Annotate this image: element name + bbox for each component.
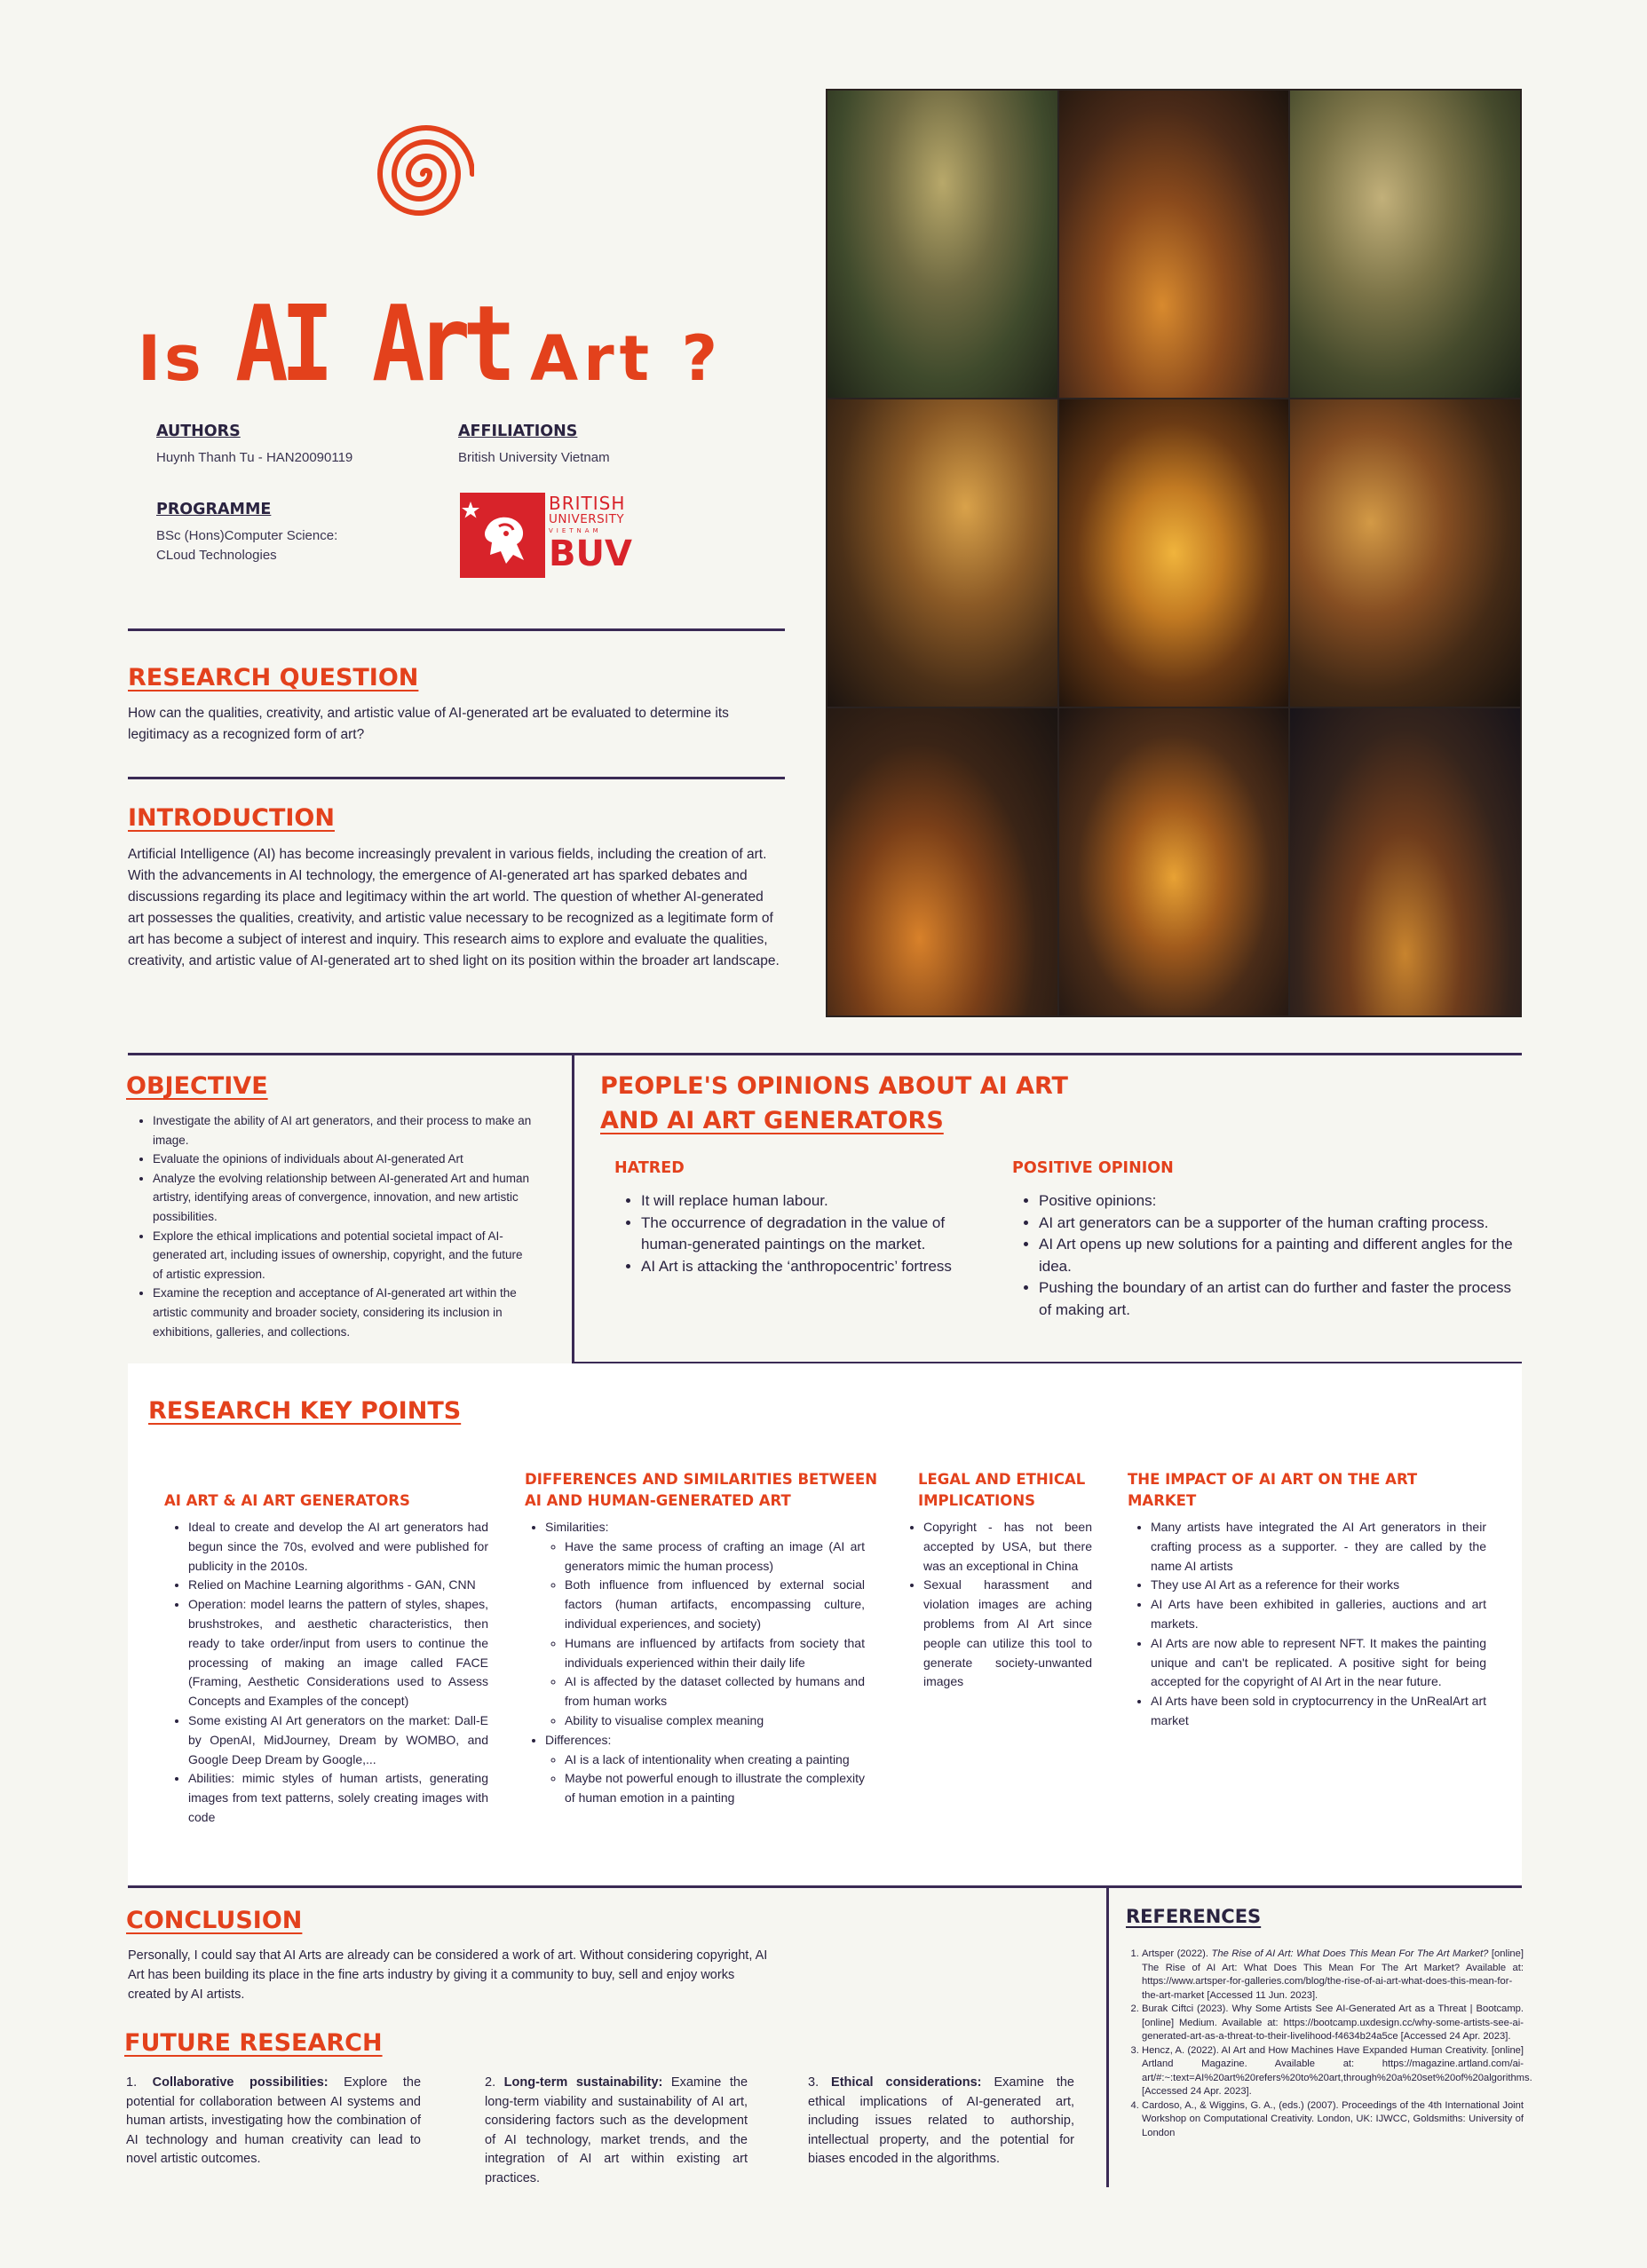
programme-line-2: CLoud Technologies xyxy=(156,548,277,563)
key-col4-title-line-1: THE IMPACT OF AI ART ON THE ART xyxy=(1128,1471,1418,1488)
key-col1-list xyxy=(169,1518,488,1828)
similarities-label: • Similarities: ◦ Have the same process of crafting an image (AI art generators mimic the human process) ◦ Both influence from influenced by external social factors (human artifacts, encompassing culture, individual experiences, and society) ◦ Humans are influenced by artifacts from society that individuals experienced within their daily life ◦ AI is affected by the dataset collected by humans and from human works ◦ Ability to visualise complex meaning xyxy=(545,1518,865,1731)
objective-heading: OBJECTIVE xyxy=(126,1072,268,1100)
buv-emblem xyxy=(460,493,545,578)
key-col3-list xyxy=(911,1518,1092,1692)
programme-line-1: BSc (Hons)Computer Science: xyxy=(156,528,338,543)
positive-item: • AI Art opens up new solutions for a painting and different angles for the idea. xyxy=(1039,1234,1516,1277)
buv-logo-line-2: UNIVERSITY xyxy=(549,512,625,526)
ai-art-image-grid xyxy=(826,89,1522,1017)
opinions-heading-line-2: AND AI ART GENERATORS xyxy=(600,1107,944,1134)
future-item-3: 3. Ethical considerations: Examine the ethical implications of AI-generated art, including issues related to authorship, intellectual property, and the potential for biases encoded in the algorithms. xyxy=(808,2075,1074,2166)
objective-item: • Examine the reception and acceptance of AI-generated art within the artistic community and broader society, considering its inclusion in exhibitions, galleries, and collections. xyxy=(153,1284,533,1341)
introduction-text: Artificial Intelligence (AI) has become increasingly prevalent in various fields, including the creation of art. With the advancements in AI technology, the emergence of AI-generated art has sparked debates and discussions regarding its place and legitimacy within the art world. The question of whether AI-generated art possesses the qualities, creativity, and artistic value necessary to be recognized as a legitimate form of art has become a subject of interest and inquiry. This research aims to explore and evaluate the qualities, creativity, and artistic value of AI-generated art to shed light on its position within the broader art landscape. xyxy=(128,847,780,968)
key-col1-title: AI ART & AI ART GENERATORS xyxy=(164,1492,410,1509)
title-part-art: Art ? xyxy=(529,322,724,395)
buv-logo-abbr: BUV xyxy=(549,533,632,574)
key-col3-title-line-1: LEGAL AND ETHICAL xyxy=(918,1471,1086,1488)
authors-label: AUTHORS xyxy=(156,423,241,440)
positive-opinion-label: POSITIVE OPINION xyxy=(1012,1159,1174,1177)
objective-item: • Analyze the evolving relationship between AI-generated Art and human artistry, identifying areas of convergence, innovation, and new artistic possibilities. xyxy=(153,1169,533,1227)
future-item-1: 1. Collaborative possibilities: Explore the potential for collaboration between AI systems and human artists, investigating how the combination of AI technology and human creativity can lead to novel artistic outcomes. xyxy=(126,2075,422,2166)
divider xyxy=(128,1053,1522,1055)
ai-art-image xyxy=(1059,708,1289,1015)
key-col1-item: • Abilities: mimic styles of human artists, generating images from text patterns, solely creating images with code xyxy=(188,1769,488,1827)
objective-list xyxy=(133,1111,533,1341)
similarity-item: ◦ Ability to visualise complex meaning xyxy=(565,1711,865,1731)
objective-item: • Investigate the ability of AI art generators, and their process to make an image. xyxy=(153,1111,533,1150)
key-points-heading: RESEARCH KEY POINTS xyxy=(148,1397,462,1425)
difference-item: ◦ AI is a lack of intentionality when creating a painting xyxy=(565,1750,865,1770)
ai-art-image xyxy=(1059,91,1289,398)
reference-item: 2. Burak Ciftci (2023). Why Some Artists See AI-Generated Art as a Threat | Bootcamp. [online] Medium. Available at: https://bootcamp.uxdesign.cc/why-some-artists-see-ai-generated-art-as-a-threat-to-their-livelihood-f4634b24a5ce [Accessed 24 Apr. 2023]. xyxy=(1142,2003,1524,2044)
key-col4-item: • They use AI Art as a reference for their works xyxy=(1151,1576,1486,1595)
hatred-item: • The occurrence of degradation in the value of human-generated paintings on the market. xyxy=(641,1213,977,1256)
reference-item: 3. Hencz, A. (2022). AI Art and How Machines Have Expanded Human Creativity. [online] Artland Magazine. Available at: https://magazine.artland.com/ai-art/#:~:text=AI%20art%20refers%20to%20art,through%20a%20set%20of%20algorithms. [Accessed 24 Apr. 2023]. xyxy=(1142,2044,1524,2099)
research-question-heading: RESEARCH QUESTION xyxy=(128,664,419,691)
reference-item: 1. Artsper (2022). The Rise of AI Art: What Does This Mean For The Art Market? [online] The Rise of AI Art: What Does This Mean For The Art Market? Available at: https://www.artsper-for-galleries.com/blog/the-rise-of-ai-art-what-does-this-mean-for-the-art-market [Accessed 11 Jun. 2023]. xyxy=(1142,1948,1524,2003)
similarity-item: ◦ Both influence from influenced by external social factors (human artifacts, encompassing culture, individual experiences, and society) xyxy=(565,1576,865,1633)
differences-label: • Differences: ◦ AI is a lack of intentionality when creating a painting ◦ Maybe not powerful enough to illustrate the complexity of human emotion in a painting xyxy=(545,1731,865,1808)
title-part-ai-art: AI Art xyxy=(234,282,509,405)
divider xyxy=(128,628,785,631)
ai-art-image xyxy=(1290,708,1520,1015)
future-research-heading: FUTURE RESEARCH xyxy=(124,2029,383,2057)
similarity-item: ◦ Humans are influenced by artifacts from society that individuals experienced within their daily life xyxy=(565,1634,865,1673)
spiral-icon xyxy=(371,122,474,225)
ai-art-image xyxy=(1290,91,1520,398)
objective-item: • Evaluate the opinions of individuals about AI-generated Art xyxy=(153,1150,533,1169)
key-col1-item: • Some existing AI Art generators on the market: Dall-E by OpenAI, MidJourney, Dream by WOMBO, and Google Deep Dream by Google,... xyxy=(188,1711,488,1769)
authors-value: Huynh Thanh Tu - HAN20090119 xyxy=(156,450,353,465)
positive-item: • Positive opinions: xyxy=(1039,1190,1516,1213)
future-item-2: 2. Long-term sustainability: Examine the long-term viability and sustainability of AI art, considering factors such as the development of AI technology, market trends, and the integration of AI art within existing art practices. xyxy=(485,2075,748,2185)
affiliations-value: British University Vietnam xyxy=(458,450,610,465)
positive-opinion-list xyxy=(1019,1190,1516,1321)
key-col4-item: • AI Arts are now able to represent NFT. It makes the painting unique and can't be replicated. A positive sight for being accepted for the copyright of AI Art in the near future. xyxy=(1151,1634,1486,1692)
key-col1-item: • Relied on Machine Learning algorithms - GAN, CNN xyxy=(188,1576,488,1595)
buv-logo-line-1: BRITISH xyxy=(549,493,626,514)
divider xyxy=(1106,1885,1109,2187)
buv-logo-line-3: VIETNAM xyxy=(549,527,602,534)
key-col4-item: • AI Arts have been sold in cryptocurrency in the UnRealArt art market xyxy=(1151,1692,1486,1731)
divider xyxy=(128,777,785,779)
key-col4-item: • AI Arts have been exhibited in galleries, auctions and art markets. xyxy=(1151,1595,1486,1634)
references-list xyxy=(1128,1948,1532,2140)
objective-item: • Explore the ethical implications and potential societal impact of AI-generated art, including issues of ownership, copyright, and the future of artistic expression. xyxy=(153,1227,533,1284)
ai-art-image xyxy=(827,91,1057,398)
key-col4-title-line-2: MARKET xyxy=(1128,1492,1197,1509)
difference-item: ◦ Maybe not powerful enough to illustrate the complexity of human emotion in a painting xyxy=(565,1769,865,1808)
hatred-item: • AI Art is attacking the ‘anthropocentric’ fortress xyxy=(641,1256,977,1278)
conclusion-heading: CONCLUSION xyxy=(126,1907,303,1934)
page-title xyxy=(138,282,724,405)
key-col1-item: • Operation: model learns the pattern of styles, shapes, brushstrokes, and aesthetic characteristics, then ready to take order/input from users to continue the processing of making an image called FACE (Framing, Aesthetic Considerations used to Assess Concepts and Examples of the concept) xyxy=(188,1595,488,1711)
ai-art-image xyxy=(1059,399,1289,707)
key-col4-list xyxy=(1131,1518,1486,1731)
positive-item: • Pushing the boundary of an artist can do further and faster the process of making art. xyxy=(1039,1277,1516,1321)
hatred-label: HATRED xyxy=(614,1159,685,1177)
key-col2-title-line-1: DIFFERENCES AND SIMILARITIES BETWEEN xyxy=(525,1471,878,1488)
positive-item: • AI art generators can be a supporter of the human crafting process. xyxy=(1039,1213,1516,1235)
hatred-item: • It will replace human labour. xyxy=(641,1190,977,1213)
key-col3-item: • Copyright - has not been accepted by USA, but there was an exceptional in China xyxy=(923,1518,1092,1576)
hatred-list xyxy=(622,1190,977,1277)
key-col1-item: • Ideal to create and develop the AI art generators had begun since the 70s, evolved and were published for publicity in the 2010s. xyxy=(188,1518,488,1576)
introduction-heading: INTRODUCTION xyxy=(128,804,335,832)
references-heading: REFERENCES xyxy=(1126,1906,1262,1927)
research-question-text: How can the qualities, creativity, and artistic value of AI-generated art be evaluated to determine its legitimacy as a recognized form of art? xyxy=(128,706,729,742)
programme-label: PROGRAMME xyxy=(156,501,272,518)
key-col2-title-line-2: AI AND HUMAN-GENERATED ART xyxy=(525,1492,791,1509)
buv-logo xyxy=(460,493,645,578)
key-col4-item: • Many artists have integrated the AI Art generators in their crafting process as a supporter. - they are called by the name AI artists xyxy=(1151,1518,1486,1576)
ai-art-image xyxy=(1290,399,1520,707)
divider xyxy=(572,1053,574,1363)
key-col3-item: • Sexual harassment and violation images are aching problems from AI Art since people can utilize this tool to generate society-unwanted images xyxy=(923,1576,1092,1692)
affiliations-label: AFFILIATIONS xyxy=(458,423,578,440)
ai-art-image xyxy=(827,708,1057,1015)
conclusion-text: Personally, I could say that AI Arts are already can be considered a work of art. Without considering copyright, AI Art has been building its place in the fine arts industry by giving it a community to buy, sell and enjoy works created by AI artists. xyxy=(128,1948,768,2002)
key-col2-list xyxy=(533,1518,865,1808)
key-col3-title-line-2: IMPLICATIONS xyxy=(918,1492,1036,1509)
reference-item: 4. Cardoso, A., & Wiggins, G. A., (eds.) (2007). Proceedings of the 4th International Joint Workshop on Computational Creativity. London, UK: IJWCC, Goldsmiths: University of London xyxy=(1142,2099,1524,2141)
divider xyxy=(128,1885,1522,1888)
title-part-is: Is xyxy=(138,322,205,395)
ai-art-image xyxy=(827,399,1057,707)
similarity-item: ◦ Have the same process of crafting an image (AI art generators mimic the human process) xyxy=(565,1537,865,1577)
similarity-item: ◦ AI is affected by the dataset collected by humans and from human works xyxy=(565,1672,865,1711)
opinions-heading-line-1: PEOPLE'S OPINIONS ABOUT AI ART xyxy=(600,1072,1068,1100)
